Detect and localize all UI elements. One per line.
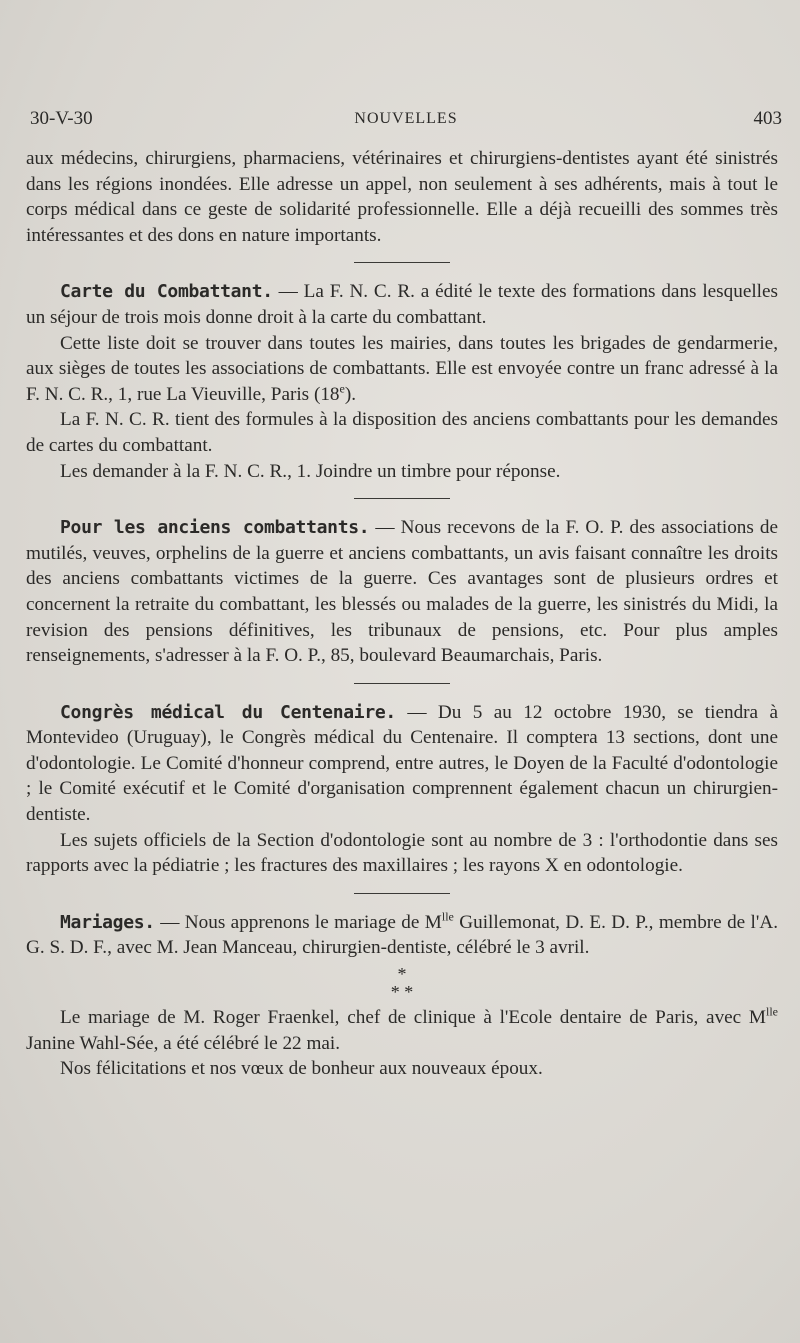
mariages-paragraph-3: Nos félicitations et nos vœux de bonheur aux nouveaux époux. <box>60 1058 543 1080</box>
anciens-paragraph <box>26 515 778 669</box>
section-divider <box>354 498 450 499</box>
carte-text-2: Cette liste doit se trouver dans toutes les mairies, dans toutes les brigades de gendarmerie, aux sièges de toutes les associations de combattants. Elle est envoyée contre un franc adressé à la F. N. C. R., 1, rue La Vieuville, Paris (18 <box>26 332 778 405</box>
mariages-text-2b: Janine Wahl-Sée, a été célébré le 22 mai. <box>26 1032 341 1054</box>
carte-paragraph-2 <box>26 331 778 408</box>
carte-paragraph-1 <box>26 279 778 330</box>
mariages-text-2a: Le mariage de M. Roger Fraenkel, chef de clinique à l'Ecole dentaire de Paris, avec M <box>60 1007 766 1029</box>
mariages-text-1a: — Nous apprenons le mariage de M <box>154 911 442 933</box>
header-date: 30-V-30 <box>30 108 93 129</box>
article-body <box>26 146 778 1082</box>
header-title: NOUVELLES <box>354 110 458 127</box>
intro-paragraph: aux médecins, chirurgiens, pharmaciens, vétérinaires et chirurgiens-dentistes ayant été sinistrés dans les régions inondées. Elle adresse un appel, non seulement à ses adhérents, mais à tout le corps médical dans ce geste de solidarité professionnelle. Elle a déjà recueilli des sommes très intéressantes et des dons en nature importants. <box>26 148 778 246</box>
page-number: 403 <box>753 108 782 129</box>
asterism-bottom: * * <box>390 982 414 1003</box>
mariages-superscript-1: lle <box>441 909 454 924</box>
asterism-top: * <box>397 964 407 985</box>
carte-text-2-end: ). <box>344 383 357 405</box>
anciens-heading: Pour les anciens combattants. <box>60 517 370 539</box>
mariages-text-1b: Guillemonat, D. E. D. P., membre de l'A. G. S. D. F., avec M. Jean Manceau, chirurgien-dentiste, célébré le 3 avril. <box>26 911 779 959</box>
congres-paragraph-1 <box>26 700 778 828</box>
congres-text-1: — Du 5 au 12 octobre 1930, se tiendra à Montevideo (Uruguay), le Congrès médical du Centenaire. Il comptera 13 sections, dont une d'odontologie. Le Comité d'honneur comprend, entre autres, le Doyen de la Faculté d'odontologie ; le Comité exécutif et le Comité d'organisation comprennent également chacun un chirurgien-dentiste. <box>26 701 778 826</box>
mariages-heading: Mariages. <box>60 911 155 933</box>
carte-text-1: — La F. N. C. R. a édité le texte des formations dans lesquelles un séjour de trois mois donne droit à la carte du combattant. <box>26 281 778 328</box>
mariages-paragraph-2 <box>26 1005 778 1056</box>
anciens-text: — Nous recevons de la F. O. P. des associations de mutilés, veuves, orphelins de la guerre et anciens combattants, un avis faisant connaître les droits des anciens combattants victimes de la guerre. Ces avantages sont de plusieurs ordres et concernent la retraite du combattant, les blessés ou malades de la guerre, les sinistrés du Midi, la revision des pensions définitives, les tribunaux de pensions, etc. Pour plus amples renseignements, s'adresser à la F. O. P., 85, boulevard Beaumarchais, Paris. <box>26 517 778 667</box>
carte-paragraph-4: Les demander à la F. N. C. R., 1. Joindre un timbre pour réponse. <box>60 460 561 482</box>
congres-heading: Congrès médical du Centenaire. <box>60 701 396 723</box>
section-divider <box>354 683 450 684</box>
section-divider <box>354 893 450 894</box>
carte-heading: Carte du Combattant. <box>60 281 273 303</box>
carte-superscript: e <box>339 381 345 396</box>
running-header <box>30 108 782 136</box>
carte-paragraph-3: La F. N. C. R. tient des formules à la disposition des anciens combattants pour les demandes de cartes du combattant. <box>26 409 778 456</box>
section-divider <box>354 262 450 263</box>
mariages-superscript-2: lle <box>766 1004 778 1019</box>
asterism <box>26 965 778 1001</box>
mariages-paragraph-1 <box>26 910 778 961</box>
congres-paragraph-2: Les sujets officiels de la Section d'odontologie sont au nombre de 3 : l'orthodontie dans ses rapports avec la pédiatrie ; les fractures des maxillaires ; les rayons X en odontologie. <box>26 829 778 877</box>
